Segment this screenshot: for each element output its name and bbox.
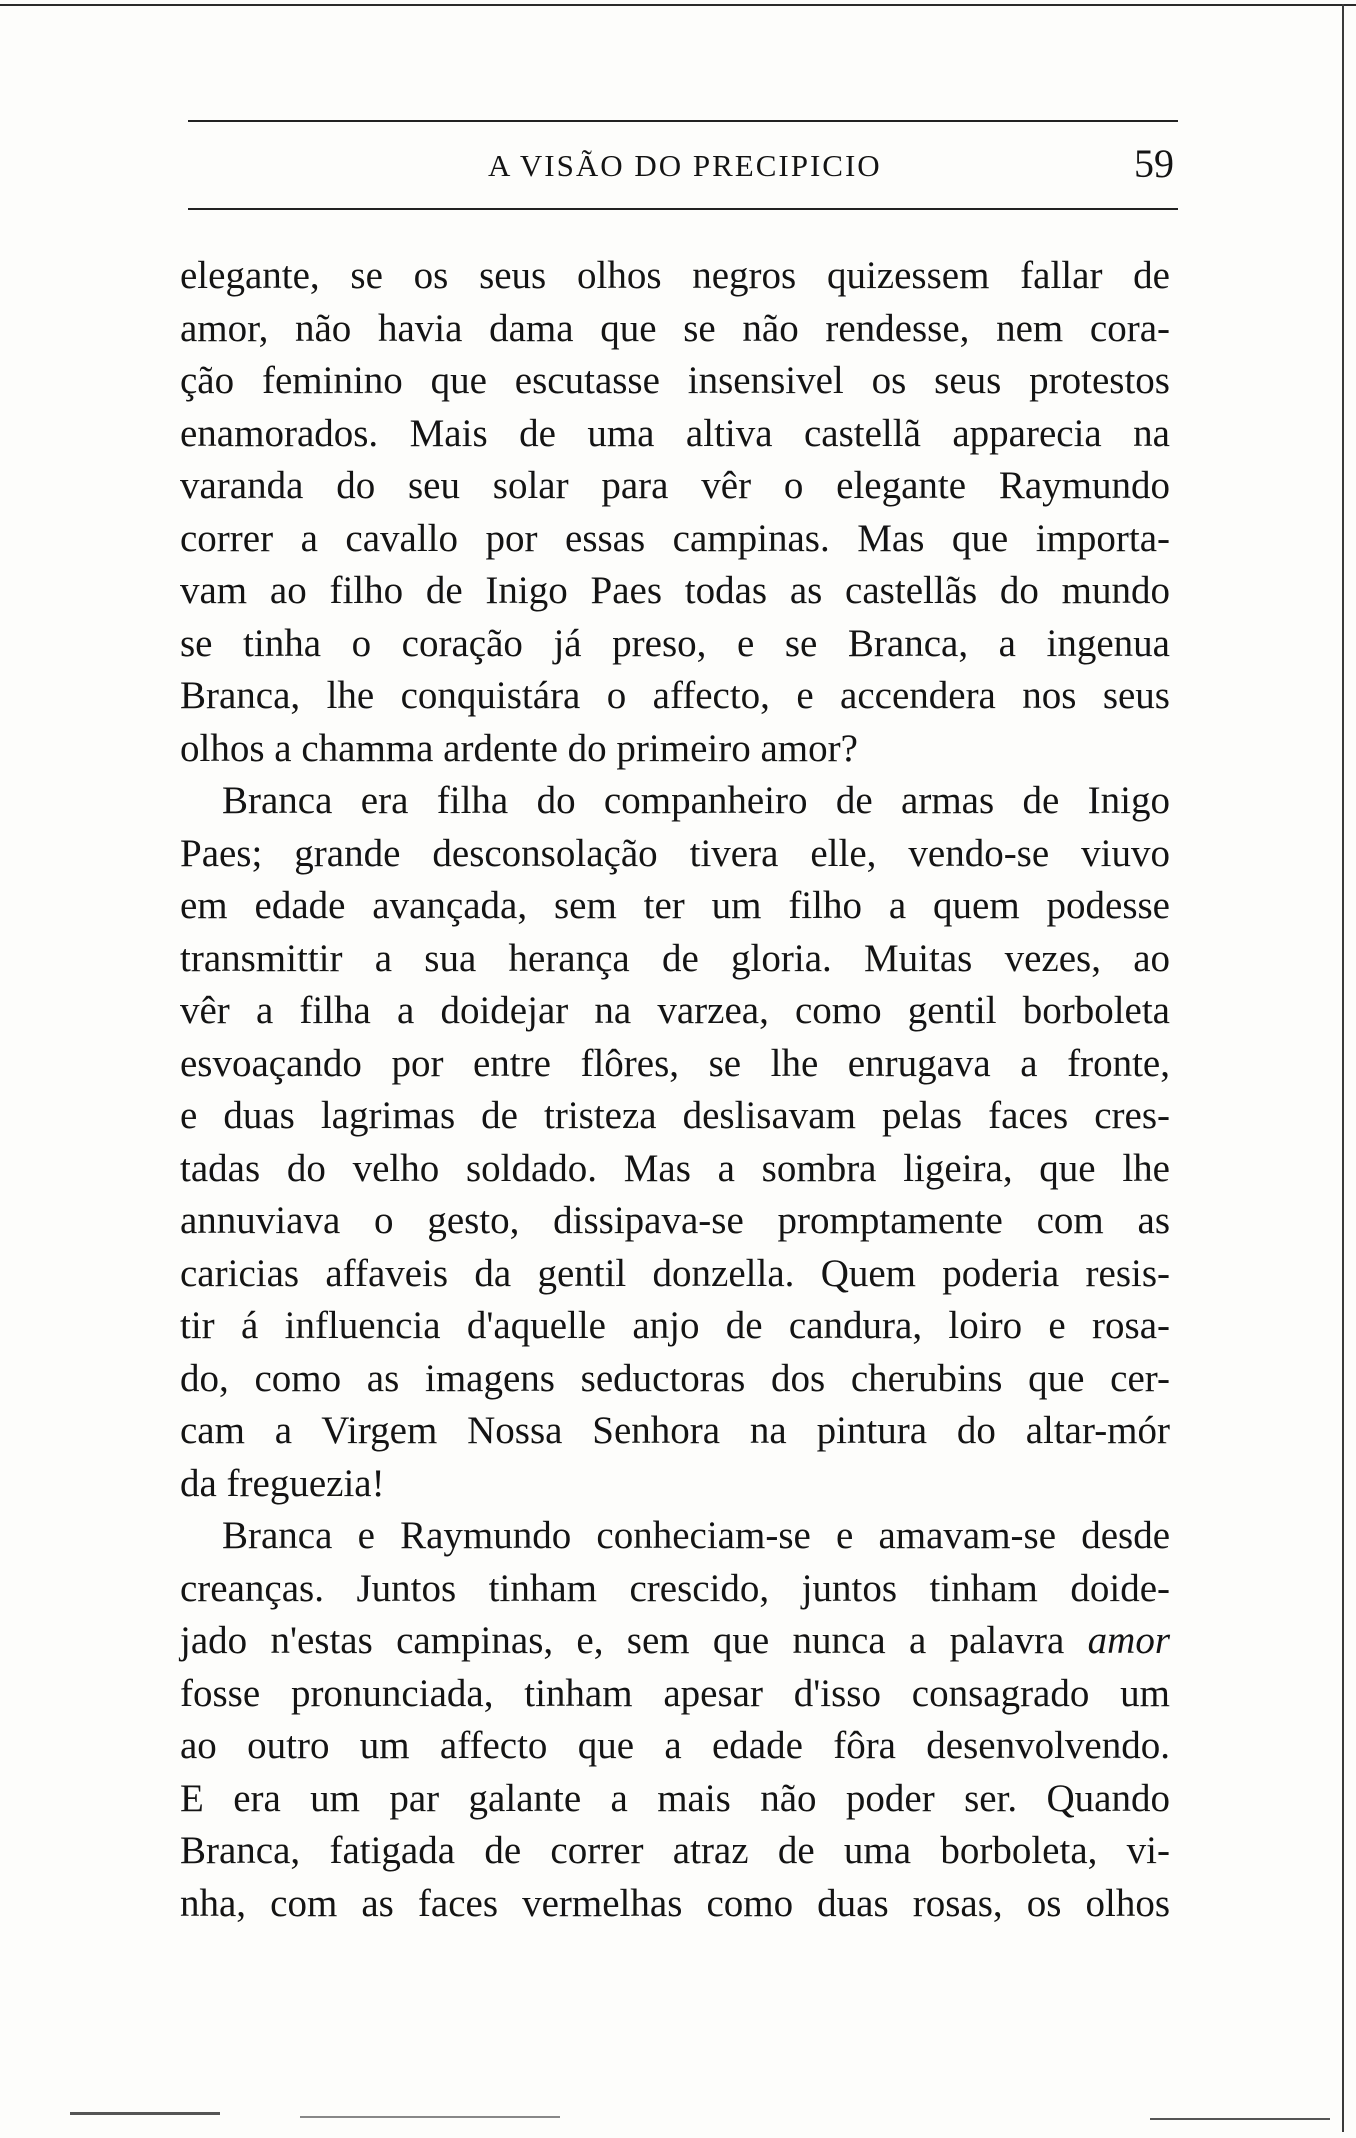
text-line: enamorados. Mais de uma altiva castellã apparecia na [180,411,1170,455]
text-line: correr a cavallo por essas campinas. Mas que importa- [180,516,1170,560]
text-line: creanças. Juntos tinham crescido, juntos tinham doide- [180,1566,1170,1610]
text-line: fosse pronunciada, tinham apesar d'isso consagrado um [180,1671,1170,1715]
scan-mark [70,2112,220,2115]
scan-mark [300,2116,560,2118]
paragraph [180,1510,1170,1930]
text-line: em edade avançada, sem ter um filho a quem podesse [180,884,1170,927]
text-line: ao outro um affecto que a edade fôra desenvolvendo. [180,1724,1170,1767]
text-line: varanda do seu solar para vêr o elegante Raymundo [180,464,1170,507]
page-header [188,140,1178,190]
page-number: 59 [1134,141,1174,186]
text-line: caricias affaveis da gentil donzella. Quem poderia resis- [180,1251,1170,1295]
header-rule-top [188,120,1178,122]
text-line: Branca, fatigada de correr atraz de uma borboleta, vi- [180,1829,1170,1872]
text-line: e duas lagrimas de tristeza deslisavam pelas faces cres- [180,1094,1170,1137]
text-line: E era um par galante a mais não poder ser. Quando [180,1776,1170,1820]
text-line: vêr a filha a doidejar na varzea, como gentil borboleta [180,989,1170,1032]
text-line: elegante, se os seus olhos negros quizessem fallar de [180,254,1170,297]
paragraph [180,250,1170,775]
text-line: ção feminino que escutasse insensivel os seus protestos [180,359,1170,402]
text-line: esvoaçando por entre flôres, se lhe enrugava a fronte, [180,1041,1170,1085]
text-line: Branca era filha do companheiro de armas de Inigo [222,779,1170,822]
text-line: amor, não havia dama que se não rendesse, nem cora- [180,306,1170,350]
text-line: transmittir a sua herança de gloria. Muitas vezes, ao [180,936,1170,980]
text-line: jado n'estas campinas, e, sem que nunca a palavra amor [180,1619,1170,1662]
text-line: Paes; grande desconsolação tivera elle, vendo-se viuvo [180,831,1170,875]
text-line: Branca, lhe conquistára o affecto, e accendera nos seus [180,674,1170,717]
text-line: annuviava o gesto, dissipava-se promptamente com as [180,1199,1170,1242]
text-line: tadas do velho soldado. Mas a sombra ligeira, que lhe [180,1146,1170,1190]
emphasized-word: amor [1087,1619,1170,1662]
text-line: tir á influencia d'aquelle anjo de candura, loiro e rosa- [180,1304,1170,1347]
text-line: Branca e Raymundo conheciam-se e amavam-se desde [222,1514,1170,1557]
text-line: cam a Virgem Nossa Senhora na pintura do altar-mór [180,1409,1170,1452]
header-rule-bottom [188,208,1178,210]
text-line: olhos a chamma ardente do primeiro amor? [180,726,858,770]
body-text [180,250,1170,1930]
running-title: A VISÃO DO PRECIPICIO [488,148,882,183]
paragraph [180,775,1170,1510]
text-line: do, como as imagens seductoras dos cherubins que cer- [180,1356,1170,1400]
text-line: se tinha o coração já preso, e se Branca, a ingenua [180,621,1170,665]
text-line: vam ao filho de Inigo Paes todas as castellãs do mundo [180,569,1170,612]
text-line: da freguezia! [180,1461,385,1505]
scan-mark [1150,2118,1330,2120]
text-line: nha, com as faces vermelhas como duas rosas, os olhos [180,1881,1170,1925]
scan-top-edge [0,4,1356,6]
scan-right-edge [1342,4,1344,2132]
